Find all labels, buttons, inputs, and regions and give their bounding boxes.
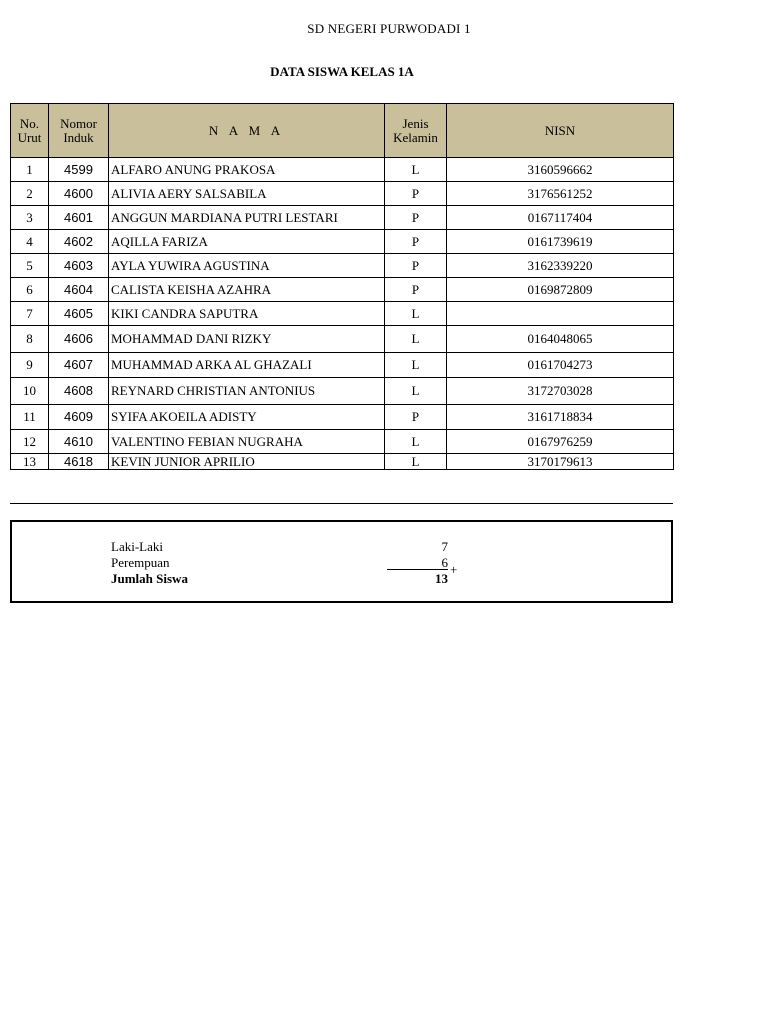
- school-name: SD NEGERI PURWODADI 1: [307, 21, 471, 36]
- student-table: [10, 103, 674, 470]
- table-row: [11, 378, 674, 405]
- separator-line: [10, 503, 673, 504]
- cell-nama: MOHAMMAD DANI RIZKY: [109, 326, 385, 353]
- cell-no: 7: [11, 302, 49, 326]
- plus-sign: +: [450, 562, 458, 577]
- cell-nama: CALISTA KEISHA AZAHRA: [109, 278, 385, 302]
- cell-nama: SYIFA AKOEILA ADISTY: [109, 405, 385, 430]
- cell-nisn: 3176561252: [447, 182, 674, 206]
- cell-induk: 4602: [49, 230, 109, 254]
- cell-nisn: 0169872809: [447, 278, 674, 302]
- cell-no: 2: [11, 182, 49, 206]
- cell-nama: AYLA YUWIRA AGUSTINA: [109, 254, 385, 278]
- cell-nama: MUHAMMAD ARKA AL GHAZALI: [109, 353, 385, 378]
- cell-jk: P: [385, 206, 447, 230]
- cell-nama: ALIVIA AERY SALSABILA: [109, 182, 385, 206]
- cell-nisn: 0167117404: [447, 206, 674, 230]
- cell-no: 12: [11, 430, 49, 454]
- col-header-nama: N A M A: [109, 104, 385, 158]
- col-header-induk-line2: Induk: [63, 129, 94, 145]
- cell-induk: 4607: [49, 353, 109, 378]
- table-body: [11, 158, 674, 470]
- col-header-no: [11, 104, 49, 158]
- cell-induk: 4604: [49, 278, 109, 302]
- total-label: Jumlah Siswa: [111, 571, 188, 586]
- cell-nama: VALENTINO FEBIAN NUGRAHA: [109, 430, 385, 454]
- table-header-row: [11, 104, 674, 158]
- cell-nisn: [447, 302, 674, 326]
- table-row: [11, 278, 674, 302]
- col-header-jk-line2: Kelamin: [393, 129, 438, 145]
- table-row: [11, 353, 674, 378]
- table-row: [11, 182, 674, 206]
- cell-jk: L: [385, 454, 447, 470]
- cell-no: 1: [11, 158, 49, 182]
- cell-nama: AQILLA FARIZA: [109, 230, 385, 254]
- cell-no: 13: [11, 454, 49, 470]
- col-header-no-line1: No.: [19, 115, 40, 131]
- cell-nisn: 3170179613: [447, 454, 674, 470]
- table-row: [11, 254, 674, 278]
- cell-induk: 4606: [49, 326, 109, 353]
- cell-induk: 4609: [49, 405, 109, 430]
- cell-nama: REYNARD CHRISTIAN ANTONIUS: [109, 378, 385, 405]
- cell-induk: 4601: [49, 206, 109, 230]
- cell-nama: KIKI CANDRA SAPUTRA: [109, 302, 385, 326]
- cell-nisn: 0161704273: [447, 353, 674, 378]
- table-row: [11, 230, 674, 254]
- col-header-induk: [49, 104, 109, 158]
- cell-no: 9: [11, 353, 49, 378]
- cell-jk: L: [385, 302, 447, 326]
- cell-no: 5: [11, 254, 49, 278]
- cell-jk: L: [385, 353, 447, 378]
- table-row: [11, 302, 674, 326]
- cell-no: 3: [11, 206, 49, 230]
- cell-induk: 4608: [49, 378, 109, 405]
- female-count: 6: [441, 555, 448, 570]
- table-row: [11, 405, 674, 430]
- col-header-jk-line1: Jenis: [402, 115, 429, 131]
- cell-no: 4: [11, 230, 49, 254]
- cell-jk: P: [385, 278, 447, 302]
- cell-nisn: 3172703028: [447, 378, 674, 405]
- cell-jk: P: [385, 405, 447, 430]
- col-header-jenis-kelamin: [385, 104, 447, 158]
- cell-jk: L: [385, 158, 447, 182]
- table-row: [11, 430, 674, 454]
- col-header-nisn: NISN: [447, 104, 674, 158]
- cell-nisn: 3161718834: [447, 405, 674, 430]
- cell-induk: 4603: [49, 254, 109, 278]
- document-title: DATA SISWA KELAS 1A: [270, 64, 414, 79]
- cell-induk: 4605: [49, 302, 109, 326]
- female-label: Perempuan: [111, 555, 170, 570]
- sum-divider: [387, 569, 448, 570]
- cell-nisn: 0161739619: [447, 230, 674, 254]
- table-row: [11, 206, 674, 230]
- cell-induk: 4618: [49, 454, 109, 470]
- summary-box: [10, 520, 673, 603]
- cell-nisn: 3162339220: [447, 254, 674, 278]
- cell-no: 10: [11, 378, 49, 405]
- cell-induk: 4599: [49, 158, 109, 182]
- cell-jk: P: [385, 254, 447, 278]
- cell-jk: P: [385, 230, 447, 254]
- cell-induk: 4610: [49, 430, 109, 454]
- cell-jk: P: [385, 182, 447, 206]
- cell-jk: L: [385, 378, 447, 405]
- cell-induk: 4600: [49, 182, 109, 206]
- table-row: [11, 326, 674, 353]
- table-row: [11, 158, 674, 182]
- cell-jk: L: [385, 430, 447, 454]
- table-row: [11, 454, 674, 470]
- cell-no: 11: [11, 405, 49, 430]
- cell-nisn: 3160596662: [447, 158, 674, 182]
- cell-no: 6: [11, 278, 49, 302]
- total-count: 13: [435, 571, 448, 586]
- cell-no: 8: [11, 326, 49, 353]
- col-header-no-line2: Urut: [17, 129, 42, 145]
- cell-nisn: 0167976259: [447, 430, 674, 454]
- cell-nisn: 0164048065: [447, 326, 674, 353]
- cell-nama: ALFARO ANUNG PRAKOSA: [109, 158, 385, 182]
- cell-nama: KEVIN JUNIOR APRILIO: [109, 454, 385, 470]
- cell-nama: ANGGUN MARDIANA PUTRI LESTARI: [109, 206, 385, 230]
- male-label: Laki-Laki: [111, 539, 163, 554]
- male-count: 7: [441, 539, 448, 554]
- col-header-induk-line1: Nomor: [60, 115, 97, 131]
- cell-jk: L: [385, 326, 447, 353]
